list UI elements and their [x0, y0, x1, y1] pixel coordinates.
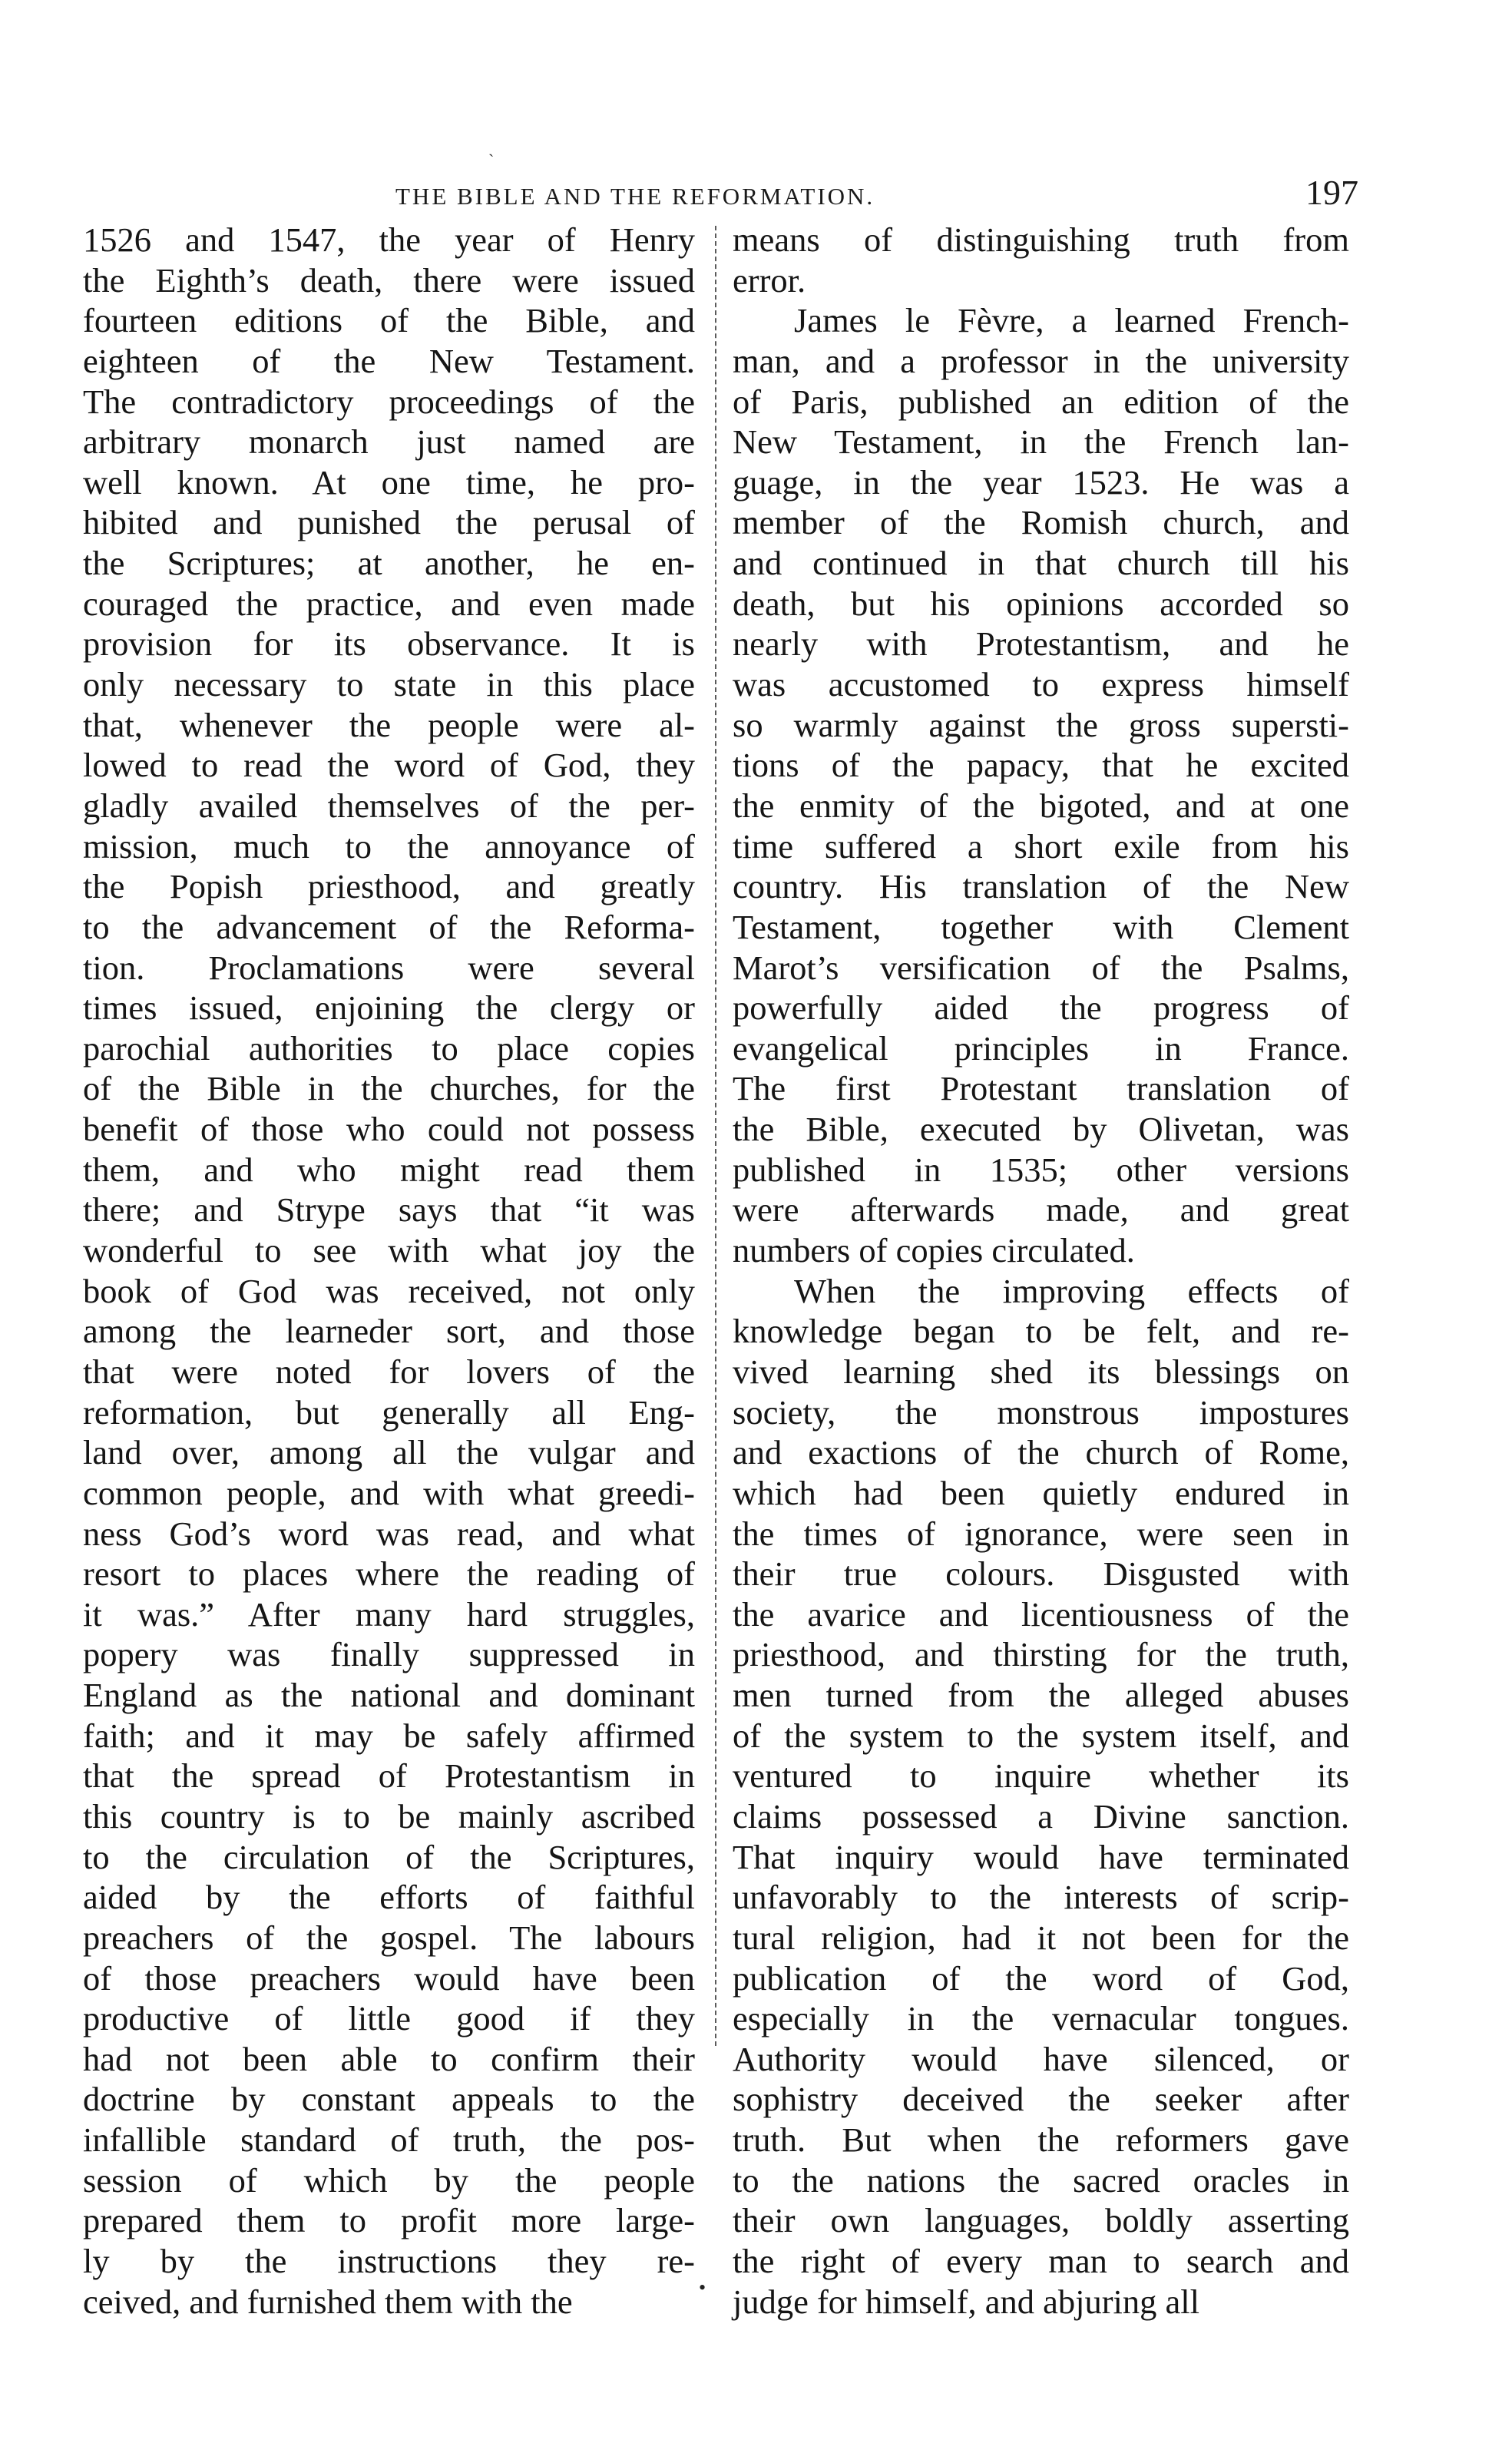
- text-line: judge for himself, and abjuring all: [733, 2282, 1200, 2321]
- text-line: the Eighth’s death, there were issued: [83, 260, 695, 300]
- text-line: which had been quietly endured in: [733, 1473, 1349, 1512]
- text-line: society, the monstrous impostures: [733, 1392, 1349, 1432]
- text-line: truth. But when the reformers gave: [733, 2120, 1349, 2160]
- page-number: 197: [1305, 173, 1358, 212]
- text-line: and continued in that church till his: [733, 544, 1349, 583]
- text-line: times issued, enjoining the clergy or: [83, 988, 695, 1028]
- text-line: man, and a professor in the university: [733, 341, 1349, 380]
- text-line: to the advancement of the Reforma-: [83, 907, 695, 946]
- text-line: the Bible, executed by Olivetan, was: [733, 1110, 1349, 1149]
- text-line: eighteen of the New Testament.: [83, 341, 695, 380]
- text-line: vived learning shed its blessings on: [733, 1352, 1349, 1391]
- text-line: arbitrary monarch just named are: [83, 422, 695, 462]
- text-line: gladly availed themselves of the per-: [83, 786, 695, 825]
- text-line: priesthood, and thirsting for the truth,: [733, 1635, 1349, 1674]
- text-line: the right of every man to search and: [733, 2242, 1349, 2281]
- text-line: to the nations the sacred oracles in: [733, 2160, 1349, 2200]
- right-column: [733, 220, 1349, 2322]
- text-line: it was.” After many hard struggles,: [83, 1594, 695, 1634]
- text-line: the avarice and licentiousness of the: [733, 1594, 1349, 1634]
- text-line: this country is to be mainly ascribed: [83, 1796, 695, 1836]
- text-line: the Scriptures; at another, he en-: [83, 544, 695, 583]
- text-line: James le Fèvre, a learned French-: [794, 301, 1349, 340]
- text-line: of the Bible in the churches, for the: [83, 1069, 695, 1108]
- text-line: that the spread of Protestantism in: [83, 1756, 695, 1796]
- text-line: hibited and punished the perusal of: [83, 503, 695, 542]
- printer-mark: ˋ: [488, 151, 495, 170]
- text-line: Testament, together with Clement: [733, 907, 1349, 946]
- text-line: were afterwards made, and great: [733, 1190, 1349, 1230]
- text-line: benefit of those who could not possess: [83, 1110, 695, 1149]
- column-divider: [715, 226, 716, 2046]
- text-line: was accustomed to express himself: [733, 665, 1349, 704]
- text-line: popery was finally suppressed in: [83, 1635, 695, 1674]
- text-line: of those preachers would have been: [83, 1958, 695, 1998]
- text-line: men turned from the alleged abuses: [733, 1676, 1349, 1715]
- text-line: nearly with Protestantism, and he: [733, 624, 1349, 664]
- text-line: New Testament, in the French lan-: [733, 422, 1349, 462]
- text-line: aided by the efforts of faithful: [83, 1878, 695, 1917]
- text-line: book of God was received, not only: [83, 1271, 695, 1310]
- text-line: member of the Romish church, and: [733, 503, 1349, 542]
- footer-mark: •: [699, 2276, 706, 2299]
- text-line: wonderful to see with what joy the: [83, 1231, 695, 1270]
- text-line: Authority would have silenced, or: [733, 2039, 1349, 2078]
- text-line: published in 1535; other versions: [733, 1150, 1349, 1189]
- text-line: their true colours. Disgusted with: [733, 1554, 1349, 1594]
- text-line: well known. At one time, he pro-: [83, 462, 695, 502]
- text-line: England as the national and dominant: [83, 1676, 695, 1715]
- text-line: Marot’s versification of the Psalms,: [733, 948, 1349, 987]
- text-line: among the learneder sort, and those: [83, 1312, 695, 1351]
- text-line: means of distinguishing truth from: [733, 220, 1349, 259]
- text-line: death, but his opinions accorded so: [733, 584, 1349, 623]
- text-line: that were noted for lovers of the: [83, 1352, 695, 1391]
- text-line: country. His translation of the New: [733, 867, 1349, 906]
- text-line: claims possessed a Divine sanction.: [733, 1796, 1349, 1836]
- text-line: evangelical principles in France.: [733, 1028, 1349, 1068]
- text-line: knowledge began to be felt, and re-: [733, 1312, 1349, 1351]
- text-line: error.: [733, 260, 806, 300]
- text-line: fourteen editions of the Bible, and: [83, 301, 695, 340]
- text-line: to the circulation of the Scriptures,: [83, 1837, 695, 1876]
- text-line: of the system to the system itself, and: [733, 1716, 1349, 1755]
- text-line: ventured to inquire whether its: [733, 1756, 1349, 1796]
- text-line: time suffered a short exile from his: [733, 826, 1349, 866]
- text-line: parochial authorities to place copies: [83, 1028, 695, 1068]
- text-line: provision for its observance. It is: [83, 624, 695, 664]
- text-line: ness God’s word was read, and what: [83, 1514, 695, 1553]
- text-line: common people, and with what greedi-: [83, 1473, 695, 1512]
- text-line: couraged the practice, and even made: [83, 584, 695, 623]
- running-head: THE BIBLE AND THE REFORMATION.: [395, 183, 875, 210]
- text-line: publication of the word of God,: [733, 1958, 1349, 1998]
- text-line: reformation, but generally all Eng-: [83, 1392, 695, 1432]
- text-line: tural religion, had it not been for the: [733, 1918, 1349, 1957]
- text-line: powerfully aided the progress of: [733, 988, 1349, 1028]
- text-line: tion. Proclamations were several: [83, 948, 695, 987]
- text-line: That inquiry would have terminated: [733, 1837, 1349, 1876]
- text-line: 1526 and 1547, the year of Henry: [83, 220, 695, 259]
- text-line: land over, among all the vulgar and: [83, 1433, 695, 1472]
- text-line: faith; and it may be safely affirmed: [83, 1716, 695, 1755]
- text-line: lowed to read the word of God, they: [83, 746, 695, 785]
- text-line: unfavorably to the interests of scrip-: [733, 1878, 1349, 1917]
- left-column: [83, 220, 695, 2322]
- text-line: the enmity of the bigoted, and at one: [733, 786, 1349, 825]
- text-line: doctrine by constant appeals to the: [83, 2080, 695, 2119]
- text-line: the Popish priesthood, and greatly: [83, 867, 695, 906]
- text-line: there; and Strype says that “it was: [83, 1190, 695, 1230]
- text-line: guage, in the year 1523. He was a: [733, 462, 1349, 502]
- text-line: The first Protestant translation of: [733, 1069, 1349, 1108]
- text-line: resort to places where the reading of: [83, 1554, 695, 1594]
- text-line: infallible standard of truth, the pos-: [83, 2120, 695, 2160]
- text-line: tions of the papacy, that he excited: [733, 746, 1349, 785]
- text-line: and exactions of the church of Rome,: [733, 1433, 1349, 1472]
- text-line: sophistry deceived the seeker after: [733, 2080, 1349, 2119]
- text-line: mission, much to the annoyance of: [83, 826, 695, 866]
- text-line: of Paris, published an edition of the: [733, 382, 1349, 421]
- text-line: session of which by the people: [83, 2160, 695, 2200]
- text-line: ly by the instructions they re-: [83, 2242, 695, 2281]
- text-line: them, and who might read them: [83, 1150, 695, 1189]
- text-line: preachers of the gospel. The labours: [83, 1918, 695, 1957]
- text-line: prepared them to profit more large-: [83, 2201, 695, 2240]
- text-line: numbers of copies circulated.: [733, 1231, 1135, 1270]
- text-line: the times of ignorance, were seen in: [733, 1514, 1349, 1553]
- text-line: only necessary to state in this place: [83, 665, 695, 704]
- text-line: When the improving effects of: [794, 1271, 1349, 1310]
- text-line: productive of little good if they: [83, 1999, 695, 2038]
- text-line: had not been able to confirm their: [83, 2039, 695, 2078]
- text-line: especially in the vernacular tongues.: [733, 1999, 1349, 2038]
- text-line: ceived, and furnished them with the: [83, 2282, 573, 2321]
- text-line: The contradictory proceedings of the: [83, 382, 695, 421]
- text-line: their own languages, boldly asserting: [733, 2201, 1349, 2240]
- text-line: so warmly against the gross supersti-: [733, 705, 1349, 744]
- text-line: that, whenever the people were al-: [83, 705, 695, 744]
